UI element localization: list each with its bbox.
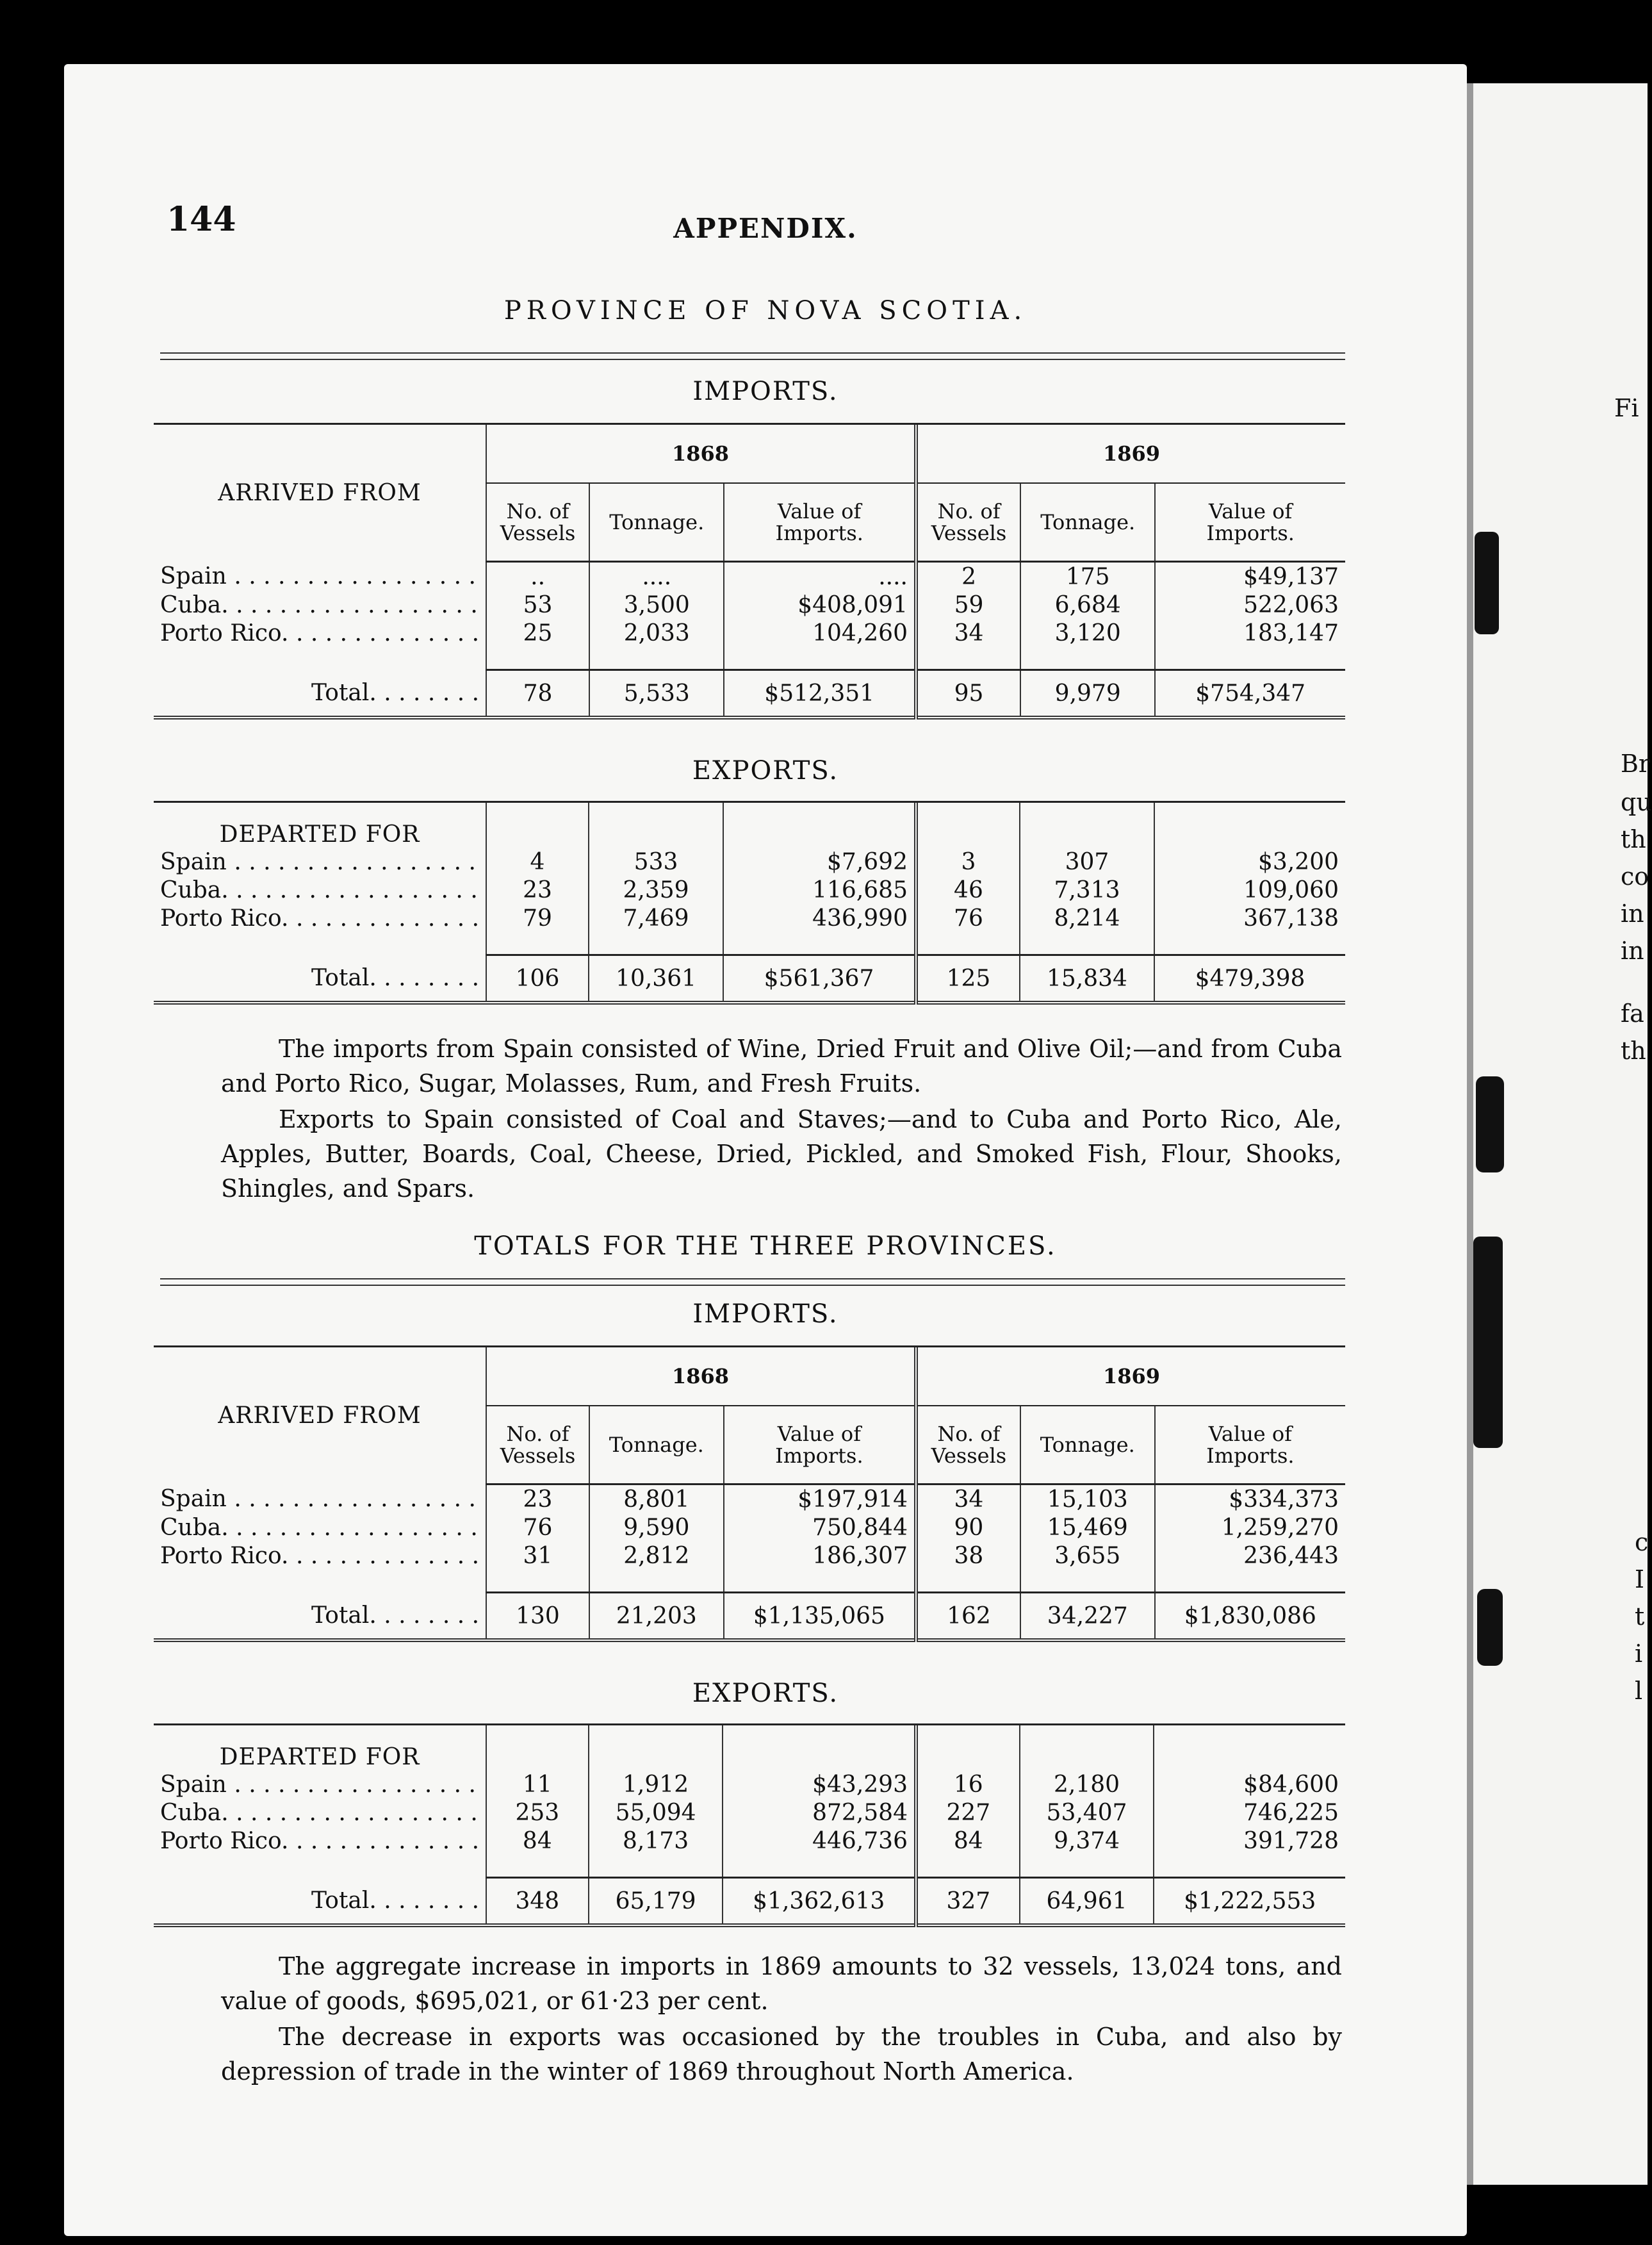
cell-tonnage-1869: 53,407 xyxy=(1020,1798,1154,1827)
cell-tonnage-1868: 1,912 xyxy=(589,1770,723,1798)
row-label: Porto Rico. . . . . . . . . . . . . . xyxy=(160,905,480,932)
column-header: No. of Vessels xyxy=(916,483,1020,562)
cell-tonnage-1869: 307 xyxy=(1020,848,1154,876)
total-value-1869: $754,347 xyxy=(1155,670,1345,718)
total-value-1869: $1,830,086 xyxy=(1155,1593,1345,1641)
cell-vessels-1869: 59 xyxy=(916,591,1020,619)
cell-value-1868: $408,091 xyxy=(724,591,916,619)
facing-text-fragment: c xyxy=(1635,1528,1649,1556)
column-header: Tonnage. xyxy=(589,1406,724,1484)
table-row xyxy=(154,904,1345,932)
total-tonnage-1869: 15,834 xyxy=(1020,955,1154,1003)
cell-value-1868: $197,914 xyxy=(724,1484,916,1514)
column-header: No. of Vessels xyxy=(486,1406,589,1484)
cell-value-1868: 436,990 xyxy=(723,904,916,932)
table-row xyxy=(154,1827,1345,1855)
cell-value-1868: $7,692 xyxy=(723,848,916,876)
exports-heading: EXPORTS. xyxy=(692,1679,839,1708)
nova-scotia-imports-table xyxy=(154,423,1345,720)
cell-tonnage-1868: 533 xyxy=(589,848,723,876)
cell-tonnage-1868: 3,500 xyxy=(589,591,724,619)
row-label: Spain . . . . . . . . . . . . . . . . . xyxy=(160,848,476,875)
gutter-shadow xyxy=(1467,83,1473,2185)
cell-tonnage-1869: 175 xyxy=(1020,562,1155,591)
column-header: Value of Imports. xyxy=(724,483,916,562)
cell-vessels-1869: 3 xyxy=(916,848,1020,876)
cell-vessels-1868: 253 xyxy=(486,1798,589,1827)
three-provinces-note-2: The decrease in exports was occasioned by the troubles in Cuba, and also by depression of trade in the winter of 1869 throughout North America. xyxy=(221,2023,1342,2085)
cell-tonnage-1868: 2,033 xyxy=(589,619,724,647)
cell-vessels-1868: 31 xyxy=(486,1542,589,1570)
table-row xyxy=(154,1770,1345,1798)
total-value-1869: $479,398 xyxy=(1154,955,1345,1003)
row-label: Spain . . . . . . . . . . . . . . . . . xyxy=(160,1485,476,1512)
cell-vessels-1869: 46 xyxy=(916,876,1020,904)
book-page xyxy=(64,64,1467,2236)
imports-heading: IMPORTS. xyxy=(692,377,838,406)
facing-text-fragment: I xyxy=(1635,1565,1645,1593)
column-header: No. of Vessels xyxy=(486,483,589,562)
total-vessels-1868: 106 xyxy=(486,955,589,1003)
table-row xyxy=(154,619,1345,647)
double-rule xyxy=(160,352,1345,360)
cell-value-1869: 391,728 xyxy=(1154,1827,1345,1855)
table-row xyxy=(154,1513,1345,1542)
facing-page xyxy=(1467,83,1652,2185)
cell-value-1868: 186,307 xyxy=(724,1542,916,1570)
column-header: Value of Imports. xyxy=(724,1406,916,1484)
total-label: Total. . . . . . . . xyxy=(311,1887,480,1914)
cell-tonnage-1868: 7,469 xyxy=(589,904,723,932)
row-label: Porto Rico. . . . . . . . . . . . . . xyxy=(160,620,480,646)
column-header: Value of Imports. xyxy=(1155,483,1345,562)
total-tonnage-1868: 10,361 xyxy=(589,955,723,1003)
column-header: No. of Vessels xyxy=(916,1406,1020,1484)
cell-value-1869: 522,063 xyxy=(1155,591,1345,619)
exports-heading: EXPORTS. xyxy=(692,756,839,785)
total-label: Total. . . . . . . . xyxy=(311,1602,480,1629)
cell-vessels-1869: 227 xyxy=(916,1798,1020,1827)
total-vessels-1868: 78 xyxy=(486,670,589,718)
row-label: Porto Rico. . . . . . . . . . . . . . xyxy=(160,1827,480,1854)
cell-value-1869: 183,147 xyxy=(1155,619,1345,647)
cell-tonnage-1869: 3,655 xyxy=(1020,1542,1155,1570)
year-header: 1869 xyxy=(916,1347,1345,1406)
total-label: Total. . . . . . . . xyxy=(311,964,480,991)
page-number: 144 xyxy=(167,200,236,239)
row-label: Cuba. . . . . . . . . . . . . . . . . . xyxy=(160,1514,478,1541)
year-header: 1868 xyxy=(486,425,916,483)
cell-vessels-1868: .. xyxy=(486,562,589,591)
total-value-1868: $1,135,065 xyxy=(724,1593,916,1641)
cell-value-1869: 1,259,270 xyxy=(1155,1513,1345,1542)
column-header: Value of Imports. xyxy=(1155,1406,1345,1484)
cell-tonnage-1869: 3,120 xyxy=(1020,619,1155,647)
stub-header: ARRIVED FROM xyxy=(218,1402,421,1429)
cell-vessels-1868: 23 xyxy=(486,1484,589,1514)
total-tonnage-1868: 21,203 xyxy=(589,1593,724,1641)
cell-tonnage-1868: 55,094 xyxy=(589,1798,723,1827)
cell-vessels-1868: 23 xyxy=(486,876,589,904)
total-value-1868: $512,351 xyxy=(724,670,916,718)
cell-value-1868: .... xyxy=(724,562,916,591)
total-tonnage-1869: 34,227 xyxy=(1020,1593,1155,1641)
ink-blot xyxy=(1476,1076,1504,1172)
cell-value-1869: 746,225 xyxy=(1154,1798,1345,1827)
total-label: Total. . . . . . . . xyxy=(311,679,480,706)
table-row xyxy=(154,1798,1345,1827)
three-provinces-exports-table xyxy=(154,1723,1345,1927)
total-value-1868: $561,367 xyxy=(723,955,916,1003)
cell-vessels-1868: 4 xyxy=(486,848,589,876)
cell-value-1869: 367,138 xyxy=(1154,904,1345,932)
cell-value-1869: $84,600 xyxy=(1154,1770,1345,1798)
three-provinces-imports-table xyxy=(154,1345,1345,1642)
facing-text-fragment: t xyxy=(1635,1602,1645,1631)
total-value-1869: $1,222,553 xyxy=(1154,1878,1345,1926)
total-vessels-1869: 162 xyxy=(916,1593,1020,1641)
stub-header: ARRIVED FROM xyxy=(218,480,421,507)
imports-heading: IMPORTS. xyxy=(692,1299,838,1329)
double-rule xyxy=(160,1278,1345,1286)
cell-tonnage-1869: 6,684 xyxy=(1020,591,1155,619)
cell-tonnage-1869: 7,313 xyxy=(1020,876,1154,904)
total-vessels-1869: 125 xyxy=(916,955,1020,1003)
column-header: Tonnage. xyxy=(1020,483,1155,562)
cell-value-1868: 872,584 xyxy=(723,1798,916,1827)
total-tonnage-1868: 65,179 xyxy=(589,1878,723,1926)
total-value-1868: $1,362,613 xyxy=(723,1878,916,1926)
cell-value-1869: $3,200 xyxy=(1154,848,1345,876)
cell-vessels-1869: 16 xyxy=(916,1770,1020,1798)
cell-vessels-1868: 11 xyxy=(486,1770,589,1798)
cell-tonnage-1868: .... xyxy=(589,562,724,591)
table-row xyxy=(154,591,1345,619)
section-title-nova-scotia: PROVINCE OF NOVA SCOTIA. xyxy=(503,296,1027,325)
table-row xyxy=(154,876,1345,904)
ink-blot xyxy=(1475,532,1499,634)
facing-text-fragment: in xyxy=(1621,937,1644,965)
year-header: 1868 xyxy=(486,1347,916,1406)
cell-value-1868: $43,293 xyxy=(723,1770,916,1798)
cell-vessels-1868: 53 xyxy=(486,591,589,619)
cell-vessels-1868: 76 xyxy=(486,1513,589,1542)
cell-value-1869: 236,443 xyxy=(1155,1542,1345,1570)
running-head: APPENDIX. xyxy=(673,213,858,244)
facing-text-fragment: th xyxy=(1621,825,1646,853)
nova-scotia-note-1: The imports from Spain consisted of Wine, Dried Fruit and Olive Oil;—and from Cuba and Porto Rico, Sugar, Molasses, Rum, and Fresh Fruits. xyxy=(221,1035,1342,1098)
facing-text-fragment: l xyxy=(1635,1677,1643,1705)
facing-text-fragment: fa xyxy=(1621,999,1644,1028)
total-tonnage-1869: 64,961 xyxy=(1020,1878,1154,1926)
row-label: Spain . . . . . . . . . . . . . . . . . xyxy=(160,1771,476,1798)
cell-vessels-1868: 84 xyxy=(486,1827,589,1855)
table-row xyxy=(154,1542,1345,1570)
facing-text-fragment: i xyxy=(1635,1640,1643,1668)
stub-header: DEPARTED FOR xyxy=(219,821,420,848)
cell-vessels-1868: 79 xyxy=(486,904,589,932)
facing-text-fragment: th xyxy=(1621,1037,1646,1065)
cell-vessels-1869: 34 xyxy=(916,619,1020,647)
cell-tonnage-1868: 2,359 xyxy=(589,876,723,904)
row-label: Cuba. . . . . . . . . . . . . . . . . . xyxy=(160,876,478,903)
cell-value-1868: 446,736 xyxy=(723,1827,916,1855)
cell-tonnage-1869: 9,374 xyxy=(1020,1827,1154,1855)
cell-vessels-1869: 34 xyxy=(916,1484,1020,1514)
cell-tonnage-1868: 9,590 xyxy=(589,1513,724,1542)
column-header: Tonnage. xyxy=(589,483,724,562)
cell-tonnage-1869: 15,469 xyxy=(1020,1513,1155,1542)
row-label: Spain . . . . . . . . . . . . . . . . . xyxy=(160,563,476,589)
section-title-three-provinces: TOTALS FOR THE THREE PROVINCES. xyxy=(474,1231,1057,1261)
table-row xyxy=(154,848,1345,876)
stub-header: DEPARTED FOR xyxy=(219,1744,420,1770)
cell-tonnage-1869: 2,180 xyxy=(1020,1770,1154,1798)
year-header: 1869 xyxy=(916,425,1345,483)
cell-value-1869: 109,060 xyxy=(1154,876,1345,904)
cell-vessels-1869: 38 xyxy=(916,1542,1020,1570)
total-row xyxy=(154,670,1345,718)
total-tonnage-1869: 9,979 xyxy=(1020,670,1155,718)
facing-text-fragment: Fi xyxy=(1614,394,1639,422)
cell-value-1868: 104,260 xyxy=(724,619,916,647)
table-row xyxy=(154,1484,1345,1514)
column-header: Tonnage. xyxy=(1020,1406,1155,1484)
row-label: Cuba. . . . . . . . . . . . . . . . . . xyxy=(160,591,478,618)
three-provinces-note-1: The aggregate increase in imports in 1869 amounts to 32 vessels, 13,024 tons, and value of goods, $695,021, or 61·23 per cent. xyxy=(221,1952,1342,2015)
ink-blot xyxy=(1473,1237,1503,1448)
cell-value-1869: $49,137 xyxy=(1155,562,1345,591)
nova-scotia-exports-table xyxy=(154,801,1345,1005)
total-row xyxy=(154,955,1345,1003)
cell-vessels-1868: 25 xyxy=(486,619,589,647)
total-row xyxy=(154,1593,1345,1641)
cell-tonnage-1868: 2,812 xyxy=(589,1542,724,1570)
cell-vessels-1869: 90 xyxy=(916,1513,1020,1542)
cell-tonnage-1868: 8,801 xyxy=(589,1484,724,1514)
cell-vessels-1869: 2 xyxy=(916,562,1020,591)
total-tonnage-1868: 5,533 xyxy=(589,670,724,718)
cell-value-1868: 750,844 xyxy=(724,1513,916,1542)
cell-value-1869: $334,373 xyxy=(1155,1484,1345,1514)
cell-tonnage-1868: 8,173 xyxy=(589,1827,723,1855)
total-vessels-1868: 130 xyxy=(486,1593,589,1641)
cell-value-1868: 116,685 xyxy=(723,876,916,904)
facing-text-fragment: co xyxy=(1621,862,1649,891)
row-label: Porto Rico. . . . . . . . . . . . . . xyxy=(160,1542,480,1569)
nova-scotia-note-2: Exports to Spain consisted of Coal and Staves;—and to Cuba and Porto Rico, Ale, Apples, Butter, Boards, Coal, Cheese, Dried, Pickled, and Smoked Fish, Flour, Shooks, Shingles, and Spars. xyxy=(221,1105,1342,1203)
facing-text-fragment: in xyxy=(1621,900,1644,928)
total-vessels-1869: 95 xyxy=(916,670,1020,718)
cell-vessels-1869: 76 xyxy=(916,904,1020,932)
row-label: Cuba. . . . . . . . . . . . . . . . . . xyxy=(160,1799,478,1826)
cell-tonnage-1869: 15,103 xyxy=(1020,1484,1155,1514)
total-vessels-1868: 348 xyxy=(486,1878,589,1926)
facing-text-fragment: Br xyxy=(1621,750,1651,778)
cell-tonnage-1869: 8,214 xyxy=(1020,904,1154,932)
cell-vessels-1869: 84 xyxy=(916,1827,1020,1855)
total-row xyxy=(154,1878,1345,1926)
total-vessels-1869: 327 xyxy=(916,1878,1020,1926)
ink-blot xyxy=(1477,1589,1503,1666)
table-row xyxy=(154,562,1345,591)
facing-text-fragment: qu xyxy=(1621,788,1652,816)
